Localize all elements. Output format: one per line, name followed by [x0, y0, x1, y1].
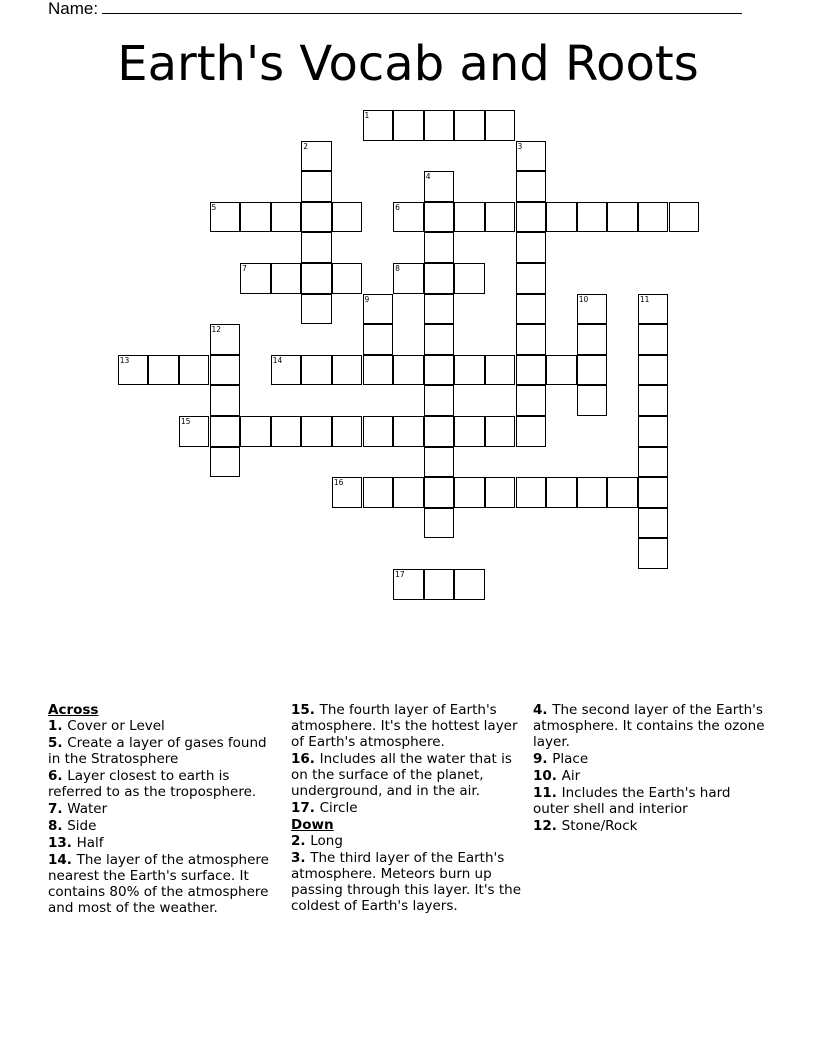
grid-cell[interactable] [363, 294, 394, 325]
grid-cell[interactable] [301, 232, 332, 263]
clue-item-number: 9. [533, 751, 553, 767]
clue-item-number: 8. [48, 818, 68, 834]
grid-cell[interactable] [638, 416, 669, 447]
clue-number: 9 [364, 294, 370, 304]
clue-number: 5 [211, 202, 217, 212]
grid-cell[interactable] [607, 477, 638, 508]
clue-item [533, 785, 765, 817]
grid-cell[interactable] [210, 416, 241, 447]
grid-cell[interactable] [271, 355, 302, 386]
grid-cell[interactable] [516, 324, 547, 355]
grid-cell[interactable] [577, 477, 608, 508]
grid-cell[interactable] [363, 355, 394, 386]
grid-cell[interactable] [148, 355, 179, 386]
clue-number: 6 [395, 202, 400, 212]
clue-item [48, 768, 280, 800]
clue-item-number: 6. [48, 768, 68, 784]
grid-cell[interactable] [607, 202, 638, 233]
grid-cell[interactable] [363, 324, 394, 355]
grid-cell[interactable] [577, 324, 608, 355]
grid-cell[interactable] [516, 385, 547, 416]
down-header: Down [291, 817, 334, 833]
clue-column-3 [533, 702, 765, 835]
grid-cell[interactable] [393, 477, 424, 508]
grid-cell[interactable] [332, 355, 363, 386]
grid-cell[interactable] [485, 202, 516, 233]
grid-cell[interactable] [301, 263, 332, 294]
grid-cell[interactable] [485, 110, 516, 141]
grid-cell[interactable] [301, 141, 332, 172]
clue-item-text: Half [76, 835, 104, 851]
clue-item-text: Water [67, 801, 108, 817]
grid-cell[interactable] [516, 171, 547, 202]
grid-cell[interactable] [424, 416, 455, 447]
grid-cell[interactable] [454, 355, 485, 386]
clue-item [291, 833, 523, 849]
grid-cell[interactable] [638, 294, 669, 325]
grid-cell[interactable] [577, 385, 608, 416]
grid-cell[interactable] [454, 416, 485, 447]
clue-item [533, 702, 765, 750]
clue-item [291, 800, 523, 816]
clue-number: 3 [517, 141, 523, 151]
grid-cell[interactable] [516, 477, 547, 508]
name-label: Name: [48, 0, 99, 18]
clue-item-text: Circle [319, 800, 358, 816]
clue-number: 2 [303, 141, 309, 151]
clue-item-number: 12. [533, 818, 562, 834]
clue-item [48, 801, 280, 817]
grid-cell[interactable] [240, 263, 271, 294]
clue-number: 8 [395, 264, 400, 273]
grid-cell[interactable] [210, 202, 241, 233]
clue-item-text: Includes the Earth's hard outer shell and interior [533, 785, 731, 817]
clue-item [533, 751, 765, 767]
grid-cell[interactable] [301, 202, 332, 233]
clue-number: 4 [425, 172, 431, 182]
grid-cell[interactable] [393, 416, 424, 447]
grid-cell[interactable] [516, 232, 547, 263]
clue-number: 15 [180, 417, 191, 426]
grid-cell[interactable] [301, 294, 332, 325]
grid-cell[interactable] [424, 263, 455, 294]
clue-number: 10 [578, 294, 589, 304]
grid-cell[interactable] [516, 263, 547, 294]
grid-cell[interactable] [424, 477, 455, 508]
clue-item [533, 818, 765, 834]
grid-cell[interactable] [638, 538, 669, 569]
grid-cell[interactable] [577, 294, 608, 325]
grid-cell[interactable] [485, 355, 516, 386]
grid-cell[interactable] [546, 477, 577, 508]
clue-item-text: The layer of the atmosphere nearest the Earth's surface. It contains 80% of the atmosphere and most of the weather. [48, 852, 269, 916]
grid-cell[interactable] [363, 416, 394, 447]
grid-cell[interactable] [424, 385, 455, 416]
clue-column-2 [291, 702, 523, 915]
grid-cell[interactable] [546, 355, 577, 386]
grid-cell[interactable] [424, 324, 455, 355]
grid-cell[interactable] [424, 355, 455, 386]
grid-cell[interactable] [332, 416, 363, 447]
grid-cell[interactable] [118, 355, 149, 386]
clue-item [533, 768, 765, 784]
clue-item-number: 11. [533, 785, 562, 801]
across-header: Across [48, 702, 99, 718]
clue-column-1 [48, 702, 280, 917]
grid-cell[interactable] [179, 355, 210, 386]
grid-cell[interactable] [393, 110, 424, 141]
page-title: Earth's Vocab and Roots [117, 36, 699, 92]
clue-item [48, 718, 280, 734]
clue-item [48, 735, 280, 767]
grid-cell[interactable] [485, 416, 516, 447]
clue-item-text: Place [552, 751, 589, 767]
grid-cell[interactable] [210, 385, 241, 416]
grid-cell[interactable] [210, 447, 241, 478]
grid-cell[interactable] [363, 110, 394, 141]
grid-cell[interactable] [454, 202, 485, 233]
grid-cell[interactable] [240, 202, 271, 233]
grid-cell[interactable] [516, 141, 547, 172]
grid-cell[interactable] [179, 416, 210, 447]
grid-cell[interactable] [363, 477, 394, 508]
grid-cell[interactable] [424, 202, 455, 233]
grid-cell[interactable] [424, 294, 455, 325]
clue-item-text: Stone/Rock [561, 818, 638, 834]
grid-cell[interactable] [271, 202, 302, 233]
grid-cell[interactable] [516, 294, 547, 325]
grid-cell[interactable] [424, 569, 455, 600]
clue-item-number: 3. [291, 850, 311, 866]
grid-cell[interactable] [516, 355, 547, 386]
clue-item-text: The second layer of the Earth's atmosphere. It contains the ozone layer. [533, 702, 765, 750]
grid-cell[interactable] [638, 508, 669, 539]
clue-item-text: Air [561, 768, 581, 784]
clue-item-number: 2. [291, 833, 311, 849]
clue-number: 1 [364, 111, 370, 120]
grid-cell[interactable] [210, 324, 241, 355]
clue-item-number: 14. [48, 852, 77, 868]
clue-item-text: Side [67, 818, 97, 834]
clue-number: 17 [395, 570, 405, 579]
clue-number: 16 [333, 478, 344, 488]
clue-item [291, 751, 523, 799]
grid-cell[interactable] [424, 508, 455, 539]
grid-cell[interactable] [638, 355, 669, 386]
clue-item-text: The third layer of the Earth's atmosphere. Meteors burn up passing through this layer. It's the coldest of Earth's layers. [291, 850, 522, 914]
grid-cell[interactable] [332, 263, 363, 294]
grid-cell[interactable] [210, 355, 241, 386]
clue-item [48, 852, 280, 916]
clue-item-text: Cover or Level [67, 718, 165, 734]
clue-item-number: 5. [48, 735, 68, 751]
clue-item-text: Create a layer of gases found in the Stratosphere [48, 735, 267, 767]
grid-cell[interactable] [638, 477, 669, 508]
clue-item [291, 850, 523, 914]
grid-cell[interactable] [301, 171, 332, 202]
grid-cell[interactable] [393, 202, 424, 233]
grid-cell[interactable] [424, 171, 455, 202]
clue-item-text: Long [310, 833, 343, 849]
clue-item-number: 17. [291, 800, 320, 816]
grid-cell[interactable] [240, 416, 271, 447]
clue-number: 12 [211, 325, 222, 335]
clue-item-text: Layer closest to earth is referred to as the troposphere. [48, 768, 257, 800]
grid-cell[interactable] [271, 263, 302, 294]
clue-item-text: The fourth layer of Earth's atmosphere. It's the hottest layer of Earth's atmosphere. [291, 702, 518, 750]
grid-cell[interactable] [454, 569, 485, 600]
grid-cell[interactable] [638, 447, 669, 478]
grid-cell[interactable] [301, 355, 332, 386]
grid-cell[interactable] [332, 202, 363, 233]
clue-item-number: 1. [48, 718, 68, 734]
clue-number: 11 [639, 294, 650, 304]
clue-number: 7 [242, 264, 247, 273]
clue-number: 14 [272, 355, 283, 365]
clue-number: 13 [119, 355, 130, 365]
clue-item-number: 10. [533, 768, 562, 784]
grid-cell[interactable] [393, 355, 424, 386]
grid-cell[interactable] [638, 385, 669, 416]
clue-item [48, 835, 280, 851]
grid-cell[interactable] [393, 263, 424, 294]
clue-item [291, 702, 523, 750]
grid-cell[interactable] [638, 202, 669, 233]
grid-cell[interactable] [638, 324, 669, 355]
grid-cell[interactable] [301, 416, 332, 447]
grid-cell[interactable] [332, 477, 363, 508]
grid-cell[interactable] [271, 416, 302, 447]
clue-item-number: 16. [291, 751, 320, 767]
clue-item-number: 15. [291, 702, 320, 718]
grid-cell[interactable] [577, 355, 608, 386]
grid-cell[interactable] [485, 477, 516, 508]
grid-cell[interactable] [424, 447, 455, 478]
grid-cell[interactable] [424, 110, 455, 141]
grid-cell[interactable] [454, 110, 485, 141]
clue-item [48, 818, 280, 834]
clue-item-number: 7. [48, 801, 68, 817]
clue-item-number: 13. [48, 835, 77, 851]
grid-cell[interactable] [454, 477, 485, 508]
grid-cell[interactable] [577, 202, 608, 233]
grid-cell[interactable] [424, 232, 455, 263]
grid-cell[interactable] [669, 202, 700, 233]
grid-cell[interactable] [393, 569, 424, 600]
clue-item-number: 4. [533, 702, 553, 718]
grid-cell[interactable] [516, 416, 547, 447]
grid-cell[interactable] [516, 202, 547, 233]
clue-item-text: Includes all the water that is on the surface of the planet, underground, and in the air. [291, 751, 512, 799]
grid-cell[interactable] [454, 263, 485, 294]
grid-cell[interactable] [546, 202, 577, 233]
